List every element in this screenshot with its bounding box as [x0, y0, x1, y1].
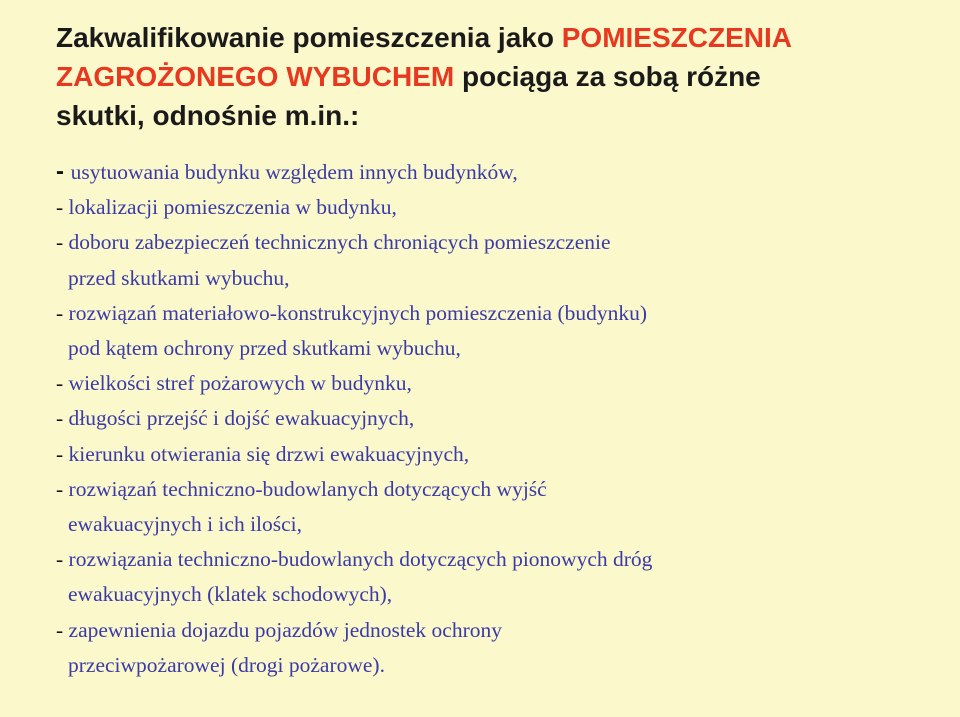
list-line-continuation — [56, 507, 936, 542]
list-line — [56, 542, 936, 577]
list-text: pod kątem ochrony przed skutkami wybuchu, — [68, 336, 461, 361]
list-line — [56, 613, 936, 648]
list-text: wielkości stref pożarowych w budynku, — [68, 371, 412, 396]
title-accent-2: ZAGROŻONEGO WYBUCHEM — [56, 61, 455, 92]
list-line — [56, 154, 936, 190]
list-text: ewakuacyjnych (klatek schodowych), — [68, 582, 393, 607]
list-dash: - — [56, 158, 71, 185]
list-dash: - — [56, 406, 69, 431]
list-text: długości przejść i dojść ewakuacyjnych, — [68, 406, 415, 431]
list-line — [56, 366, 936, 401]
list-dash: - — [56, 547, 69, 572]
list-line-continuation — [56, 331, 936, 366]
list-line-continuation — [56, 577, 936, 612]
list-text: rozwiązań materiałowo-konstrukcyjnych pomieszczenia (budynku) — [68, 300, 648, 325]
list-dash: - — [56, 371, 69, 396]
list-line-continuation — [56, 261, 936, 296]
list-dash: - — [56, 195, 69, 220]
list-text: kierunku otwierania się drzwi ewakuacyjnych, — [68, 441, 470, 466]
list-line — [56, 225, 936, 260]
list-line — [56, 190, 936, 225]
list-text: ewakuacyjnych i ich ilości, — [68, 512, 303, 537]
list-text: rozwiązania techniczno-budowlanych dotyczących pionowych dróg — [68, 547, 653, 572]
list-line — [56, 401, 936, 436]
list-dash: - — [56, 617, 69, 642]
title-part-3: skutki, odnośnie m.in.: — [56, 100, 360, 131]
list-text: rozwiązań techniczno-budowlanych dotyczących wyjść — [68, 476, 547, 501]
list-line — [56, 437, 936, 472]
list-dash: - — [56, 230, 69, 255]
list-dash: - — [56, 300, 69, 325]
list-text: przeciwpożarowej (drogi pożarowe). — [68, 652, 385, 677]
title-part-1: Zakwalifikowanie pomieszczenia jako — [56, 22, 562, 53]
slide-title — [56, 18, 936, 135]
list-text: lokalizacji pomieszczenia w budynku, — [68, 195, 397, 220]
list-line — [56, 472, 936, 507]
list-text: zapewnienia dojazdu pojazdów jednostek ochrony — [68, 617, 502, 642]
title-part-2: pociąga za sobą różne — [454, 61, 761, 92]
list-text: usytuowania budynku względem innych budynków, — [70, 160, 518, 184]
list-text: przed skutkami wybuchu, — [68, 265, 290, 290]
title-accent-1: POMIESZCZENIA — [561, 22, 792, 53]
list-text: doboru zabezpieczeń technicznych chroniących pomieszczenie — [68, 230, 611, 255]
list-line — [56, 296, 936, 331]
consequences-list — [56, 154, 936, 683]
list-dash: - — [56, 476, 69, 501]
list-dash: - — [56, 441, 69, 466]
list-line-continuation — [56, 648, 936, 683]
